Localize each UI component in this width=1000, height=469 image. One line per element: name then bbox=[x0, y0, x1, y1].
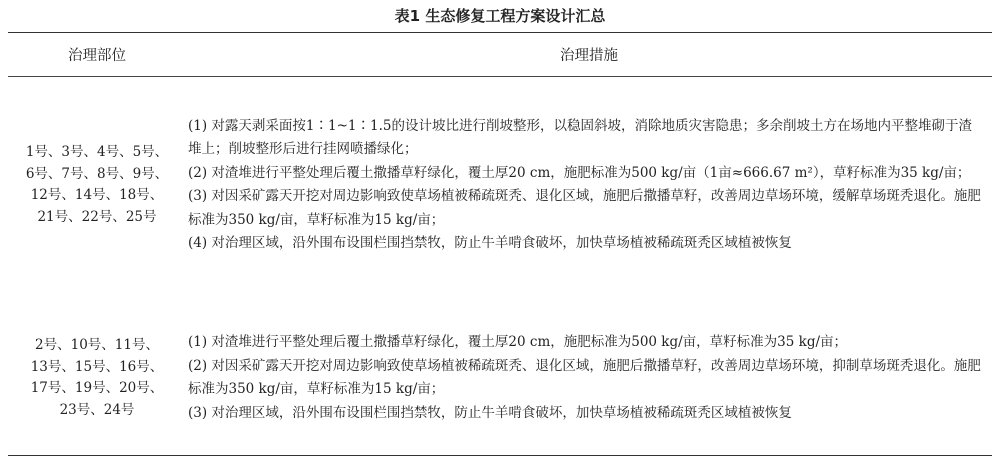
table-row bbox=[8, 100, 992, 270]
table-bottom-rule bbox=[8, 455, 992, 456]
part-line: 23号、24号 bbox=[59, 401, 135, 418]
table-header bbox=[8, 33, 992, 75]
part-line: 6号、7号、8号、9号、 bbox=[25, 165, 169, 182]
part-line: 13号、15号、16号、 bbox=[30, 358, 164, 375]
row-parts-cell bbox=[8, 142, 186, 228]
measure-item: (1) 对渣堆进行平整处理后覆土撒播草籽绿化，覆土厚20 cm，施肥标准为500 kg/亩，草籽标准为35 kg/亩； bbox=[188, 334, 848, 350]
part-line: 21号、22号、25号 bbox=[37, 208, 157, 225]
measure-item: (4) 对治理区域，沿外围布设围栏围挡禁牧，防止牛羊啃食破坏，加快草场植被稀疏斑秃区域植被恢复 bbox=[188, 235, 792, 251]
row-measures-cell bbox=[186, 115, 992, 256]
row-measures-cell bbox=[186, 331, 992, 425]
part-line: 12号、14号、18号、 bbox=[30, 187, 164, 203]
part-line: 1号、3号、4号、5号、 bbox=[25, 144, 169, 160]
measure-item: (3) 对治理区域，沿外围布设围栏围挡禁牧，防止牛羊啃食破坏，加快草场植被稀疏斑秃区域植被恢复 bbox=[188, 404, 792, 421]
measure-item: (2) 对渣堆进行平整处理后覆土撒播草籽绿化，覆土厚20 cm，施肥标准为500 kg/亩（1亩≈666.67 m²），草籽标准为35 kg/亩； bbox=[188, 164, 971, 181]
header-measure: 治理措施 bbox=[560, 47, 618, 64]
table-row bbox=[8, 318, 992, 438]
table-header-rule bbox=[8, 76, 992, 77]
measure-item: (1) 对露天剥采面按1∶1~1∶1.5的设计坡比进行削坡整形，以稳固斜坡，消除地质灾害隐患；多余削坡土方在场地内平整堆砌于渣堆上；削坡整形后进行挂网喷播绿化； bbox=[188, 117, 972, 157]
part-line: 2号、10号、11号、 bbox=[35, 337, 159, 353]
part-line: 17号、19号、20号、 bbox=[30, 380, 164, 396]
measure-item: (2) 对因采矿露天开挖对周边影响致使草场植被稀疏斑秃、退化区域，施肥后撒播草籽，改善周边草场环境，抑制草场斑秃退化。施肥标准为350 kg/亩，草籽标准为15 kg/亩； bbox=[188, 357, 981, 397]
header-part: 治理部位 bbox=[68, 47, 126, 64]
measure-item: (3) 对因采矿露天开挖对周边影响致使草场植被稀疏斑秃、退化区域，施肥后撒播草籽，改善周边草场环境，缓解草场斑秃退化。施肥标准为350 kg/亩，草籽标准为15 kg/亩； bbox=[188, 188, 981, 228]
row-parts-cell bbox=[8, 335, 186, 421]
table-caption: 表1 生态修复工程方案设计汇总 bbox=[394, 7, 606, 25]
